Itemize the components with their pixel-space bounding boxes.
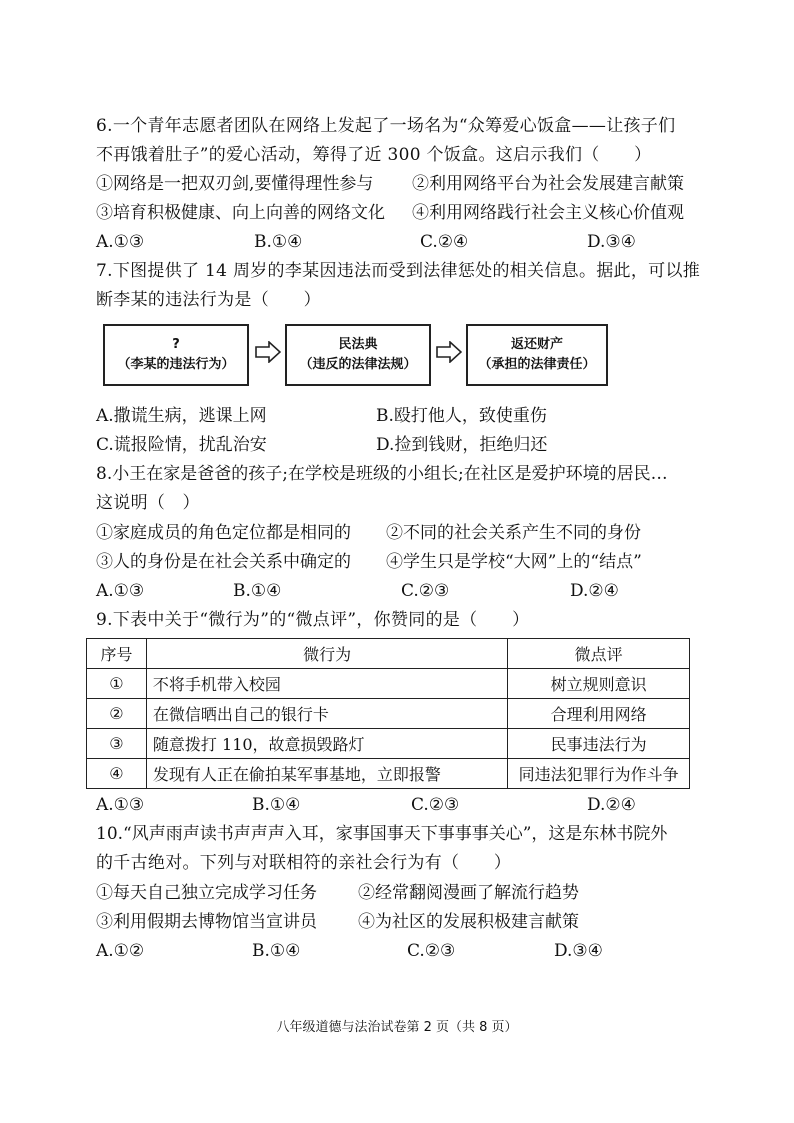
flow-arrow-icon bbox=[436, 341, 462, 363]
table-cell-behavior: 随意拨打 110，故意损毁路灯 bbox=[146, 729, 507, 759]
q8-statement-1: ①家庭成员的角色定位都是相同的 bbox=[96, 523, 351, 543]
q6-stem-line2: 不再饿着肚子”的爱心活动，筹得了近 300 个饭盒。这启示我们（ ） bbox=[96, 145, 652, 165]
q8-stem-line2: 这说明（ ） bbox=[96, 493, 200, 513]
flow-box-violation bbox=[103, 324, 249, 386]
table-header-cell: 微点评 bbox=[508, 639, 690, 669]
q6-statement-1: ①网络是一把双刃剑,要懂得理性参与 bbox=[96, 174, 374, 194]
table-cell-comment: 合理利用网络 bbox=[508, 699, 690, 729]
table-cell-index: ① bbox=[87, 669, 147, 699]
q6-option-d: D.③④ bbox=[587, 232, 636, 252]
table-cell-comment: 民事违法行为 bbox=[508, 729, 690, 759]
micro-behavior-table bbox=[86, 638, 690, 789]
page-footer: 八年级道德与法治试卷第 2 页（共 8 页） bbox=[276, 1020, 518, 1035]
q6-statement-3: ③培育积极健康、向上向善的网络文化 bbox=[96, 203, 385, 223]
table-row bbox=[87, 759, 690, 789]
flow-box-liability bbox=[466, 324, 608, 386]
q7-option-c: C.谎报险情，扰乱治安 bbox=[96, 435, 267, 455]
q8-stem-line1: 8.小王在家是爸爸的孩子;在学校是班级的小组长;在社区是爱护环境的居民… bbox=[96, 464, 668, 484]
q10-option-c: C.②③ bbox=[407, 941, 456, 961]
flow-box-law-top: 民法典 bbox=[338, 337, 378, 352]
q8-option-d: D.②④ bbox=[570, 581, 619, 601]
q7-option-d: D.捡到钱财，拒绝归还 bbox=[376, 435, 548, 455]
table-header-cell: 微行为 bbox=[146, 639, 507, 669]
table-cell-index: ④ bbox=[87, 759, 147, 789]
table-cell-behavior: 不将手机带入校园 bbox=[146, 669, 507, 699]
q8-statement-3: ③人的身份是在社会关系中确定的 bbox=[96, 552, 351, 572]
table-row bbox=[87, 729, 690, 759]
table-cell-comment: 树立规则意识 bbox=[508, 669, 690, 699]
q10-option-a: A.①② bbox=[96, 941, 145, 961]
table-cell-index: ③ bbox=[87, 729, 147, 759]
q9-option-c: C.②③ bbox=[411, 795, 460, 815]
q7-option-a: A.撒谎生病，逃课上网 bbox=[96, 406, 267, 426]
q9-option-b: B.①④ bbox=[252, 795, 301, 815]
q10-option-d: D.③④ bbox=[554, 941, 603, 961]
q10-statement-1: ①每天自己独立完成学习任务 bbox=[96, 883, 317, 903]
q6-option-b: B.①④ bbox=[254, 232, 303, 252]
q8-option-a: A.①③ bbox=[96, 581, 145, 601]
q10-statement-4: ④为社区的发展积极建言献策 bbox=[358, 912, 579, 932]
q7-option-b: B.殴打他人，致使重伤 bbox=[376, 406, 547, 426]
q6-stem-line1: 6.一个青年志愿者团队在网络上发起了一场名为“众筹爱心饭盒——让孩子们 bbox=[96, 116, 676, 136]
table-header-row bbox=[87, 639, 690, 669]
q6-statement-2: ②利用网络平台为社会发展建言献策 bbox=[412, 174, 684, 194]
table-row bbox=[87, 699, 690, 729]
q8-statement-2: ②不同的社会关系产生不同的身份 bbox=[386, 523, 641, 543]
q10-stem-line2: 的千古绝对。下列与对联相符的亲社会行为有（ ） bbox=[96, 853, 512, 873]
q10-statement-2: ②经常翻阅漫画了解流行趋势 bbox=[358, 883, 579, 903]
table-cell-comment: 同违法犯罪行为作斗争 bbox=[508, 759, 690, 789]
flow-box-liability-bottom: （承担的法律责任） bbox=[478, 357, 596, 372]
q10-option-b: B.①④ bbox=[252, 941, 301, 961]
q9-option-a: A.①③ bbox=[96, 795, 145, 815]
q10-stem-line1: 10.“风声雨声读书声声声入耳，家事国事天下事事事关心”，这是东林书院外 bbox=[96, 824, 668, 844]
q6-statement-4: ④利用网络践行社会主义核心价值观 bbox=[412, 203, 684, 223]
flow-box-law bbox=[285, 324, 431, 386]
q8-statement-4: ④学生只是学校“大网”上的“结点” bbox=[386, 552, 642, 572]
table-cell-behavior: 在微信晒出自己的银行卡 bbox=[146, 699, 507, 729]
table-cell-behavior: 发现有人正在偷拍某军事基地，立即报警 bbox=[146, 759, 507, 789]
q9-stem: 9.下表中关于“微行为”的“微点评”，你赞同的是（ ） bbox=[96, 610, 530, 630]
q6-option-c: C.②④ bbox=[420, 232, 469, 252]
q7-stem-line1: 7.下图提供了 14 周岁的李某因违法而受到法律惩处的相关信息。据此，可以推 bbox=[96, 261, 701, 281]
q6-option-a: A.①③ bbox=[96, 232, 145, 252]
table-cell-index: ② bbox=[87, 699, 147, 729]
flow-arrow-icon bbox=[255, 341, 281, 363]
q9-option-d: D.②④ bbox=[587, 795, 636, 815]
flow-box-liability-top: 返还财产 bbox=[510, 337, 563, 352]
q8-option-c: C.②③ bbox=[401, 581, 450, 601]
q10-statement-3: ③利用假期去博物馆当宣讲员 bbox=[96, 912, 317, 932]
table-row bbox=[87, 669, 690, 699]
q7-stem-line2: 断李某的违法行为是（ ） bbox=[96, 290, 321, 310]
table-header-cell: 序号 bbox=[87, 639, 147, 669]
flow-box-violation-top: ? bbox=[172, 337, 180, 352]
flow-box-violation-bottom: （李某的违法行为） bbox=[117, 357, 235, 372]
flow-box-law-bottom: （违反的法律法规） bbox=[299, 357, 417, 372]
q8-option-b: B.①④ bbox=[233, 581, 282, 601]
